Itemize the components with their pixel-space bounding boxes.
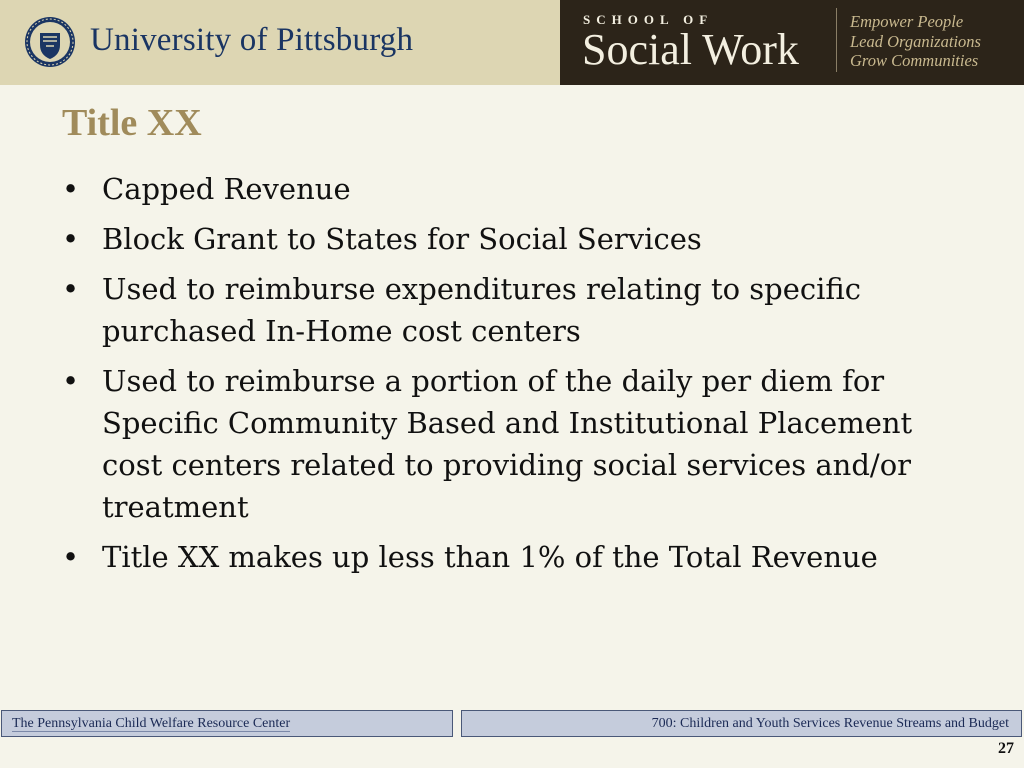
bullet-text: Title XX makes up less than 1% of the Total Revenue <box>102 540 878 574</box>
bullet-text: Block Grant to States for Social Services <box>102 222 702 256</box>
bullet-item <box>62 168 962 210</box>
bullet-point-icon: • <box>62 222 80 256</box>
bullet-text: Used to reimburse a portion of the daily per diem for Specific Community Based and Institutional Placement cost centers related to providing social services and/or treatment <box>102 364 913 524</box>
bullet-list <box>62 168 962 586</box>
bullet-point-icon: • <box>62 172 80 206</box>
bullet-item <box>62 536 962 578</box>
bullet-item <box>62 360 962 528</box>
school-name: Social Work <box>582 25 799 74</box>
tagline: Empower People <box>850 12 964 31</box>
bullet-text: Used to reimburse expenditures relating to specific purchased In-Home cost centers <box>102 272 861 348</box>
bullet-item <box>62 218 962 260</box>
footer-organization-text: The Pennsylvania Child Welfare Resource Center <box>12 716 291 731</box>
footer-organization <box>1 710 453 737</box>
university-seal-icon <box>24 13 76 71</box>
page-number: 27 <box>998 740 1014 757</box>
bullet-point-icon: • <box>62 540 80 574</box>
school-taglines <box>850 12 981 71</box>
bullet-point-icon: • <box>62 272 80 306</box>
tagline: Grow Communities <box>850 51 979 70</box>
footer-course <box>461 710 1022 737</box>
school-banner <box>560 0 1024 85</box>
bullet-point-icon: • <box>62 364 80 398</box>
slide-title: Title XX <box>62 102 202 144</box>
banner-divider <box>836 8 837 72</box>
bullet-item <box>62 268 962 352</box>
slide-header <box>0 0 1024 85</box>
university-banner <box>0 0 560 85</box>
footer-course-text: 700: Children and Youth Services Revenue Streams and Budget <box>651 716 1009 731</box>
school-of-label: SCHOOL OF <box>583 12 714 27</box>
university-name: University of Pittsburgh <box>90 22 414 58</box>
bullet-text: Capped Revenue <box>102 172 351 206</box>
tagline: Lead Organizations <box>850 31 981 51</box>
